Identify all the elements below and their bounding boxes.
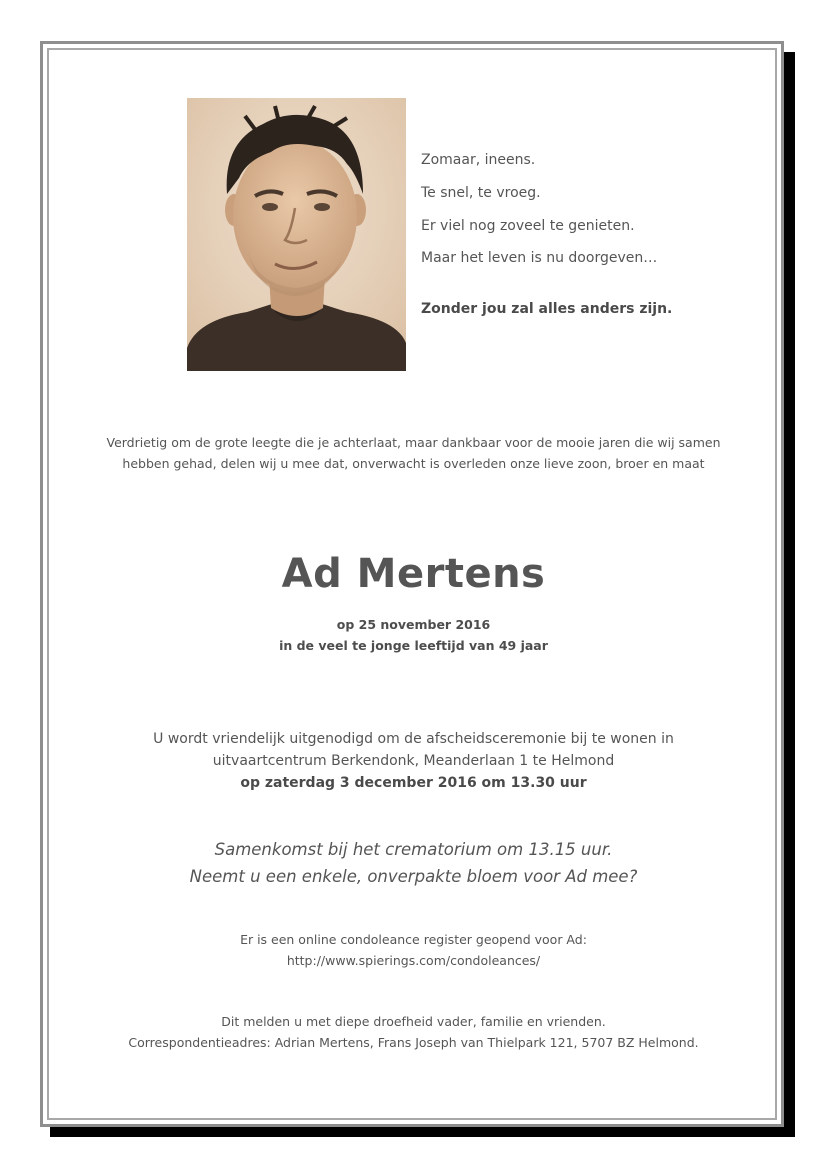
poem-line: Maar het leven is nu doorgeven… (421, 250, 658, 267)
closing-line: Dit melden u met diepe droefheid vader, familie en vrienden. (221, 1014, 606, 1029)
correspondence-address: Correspondentieadres: Adrian Mertens, Frans Joseph van Thielpark 121, 5707 BZ Helmond. (128, 1035, 699, 1050)
intro-line: hebben gehad, delen wij u mee dat, onverwacht is overleden onze lieve zoon, broer en maat (122, 456, 705, 471)
ceremony-location: uitvaartcentrum Berkendonk, Meanderlaan 1 te Helmond (212, 753, 615, 769)
condolence-text: Er is een online condoleance register geopend voor Ad: (240, 932, 587, 947)
deceased-name: Ad Mertens (281, 551, 546, 597)
gathering-line: Neemt u een enkele, onverpakte bloem voor Ad mee? (189, 867, 638, 886)
poem (421, 152, 751, 318)
intro-line: Verdrietig om de grote leegte die je achterlaat, maar dankbaar voor de mooie jaren die wij samen (106, 435, 721, 450)
age-line: in de veel te jonge leeftijd van 49 jaar (279, 638, 548, 653)
poem-closing-line: Zonder jou zal alles anders zijn. (421, 301, 673, 318)
poem-line: Te snel, te vroeg. (421, 184, 541, 201)
ceremony-datetime: op zaterdag 3 december 2016 om 13.30 uur (240, 775, 587, 791)
gathering-note (60, 836, 767, 890)
poem-line: Er viel nog zoveel te genieten. (421, 217, 635, 234)
portrait-illustration (187, 98, 406, 371)
closing-notice (60, 1011, 767, 1053)
poem-line: Zomaar, ineens. (421, 152, 536, 168)
condolence-register (60, 929, 767, 971)
ceremony-line: U wordt vriendelijk uitgenodigd om de afscheidsceremonie bij te wonen in (153, 731, 674, 747)
portrait-photo (187, 98, 406, 371)
condolence-url[interactable]: http://www.spierings.com/condoleances/ (286, 953, 541, 968)
announcement-intro (60, 432, 767, 474)
ceremony-invitation (60, 728, 767, 794)
gathering-line: Samenkomst bij het crematorium om 13.15 uur. (214, 840, 613, 859)
death-date: op 25 november 2016 (336, 617, 491, 632)
death-details (60, 614, 767, 656)
